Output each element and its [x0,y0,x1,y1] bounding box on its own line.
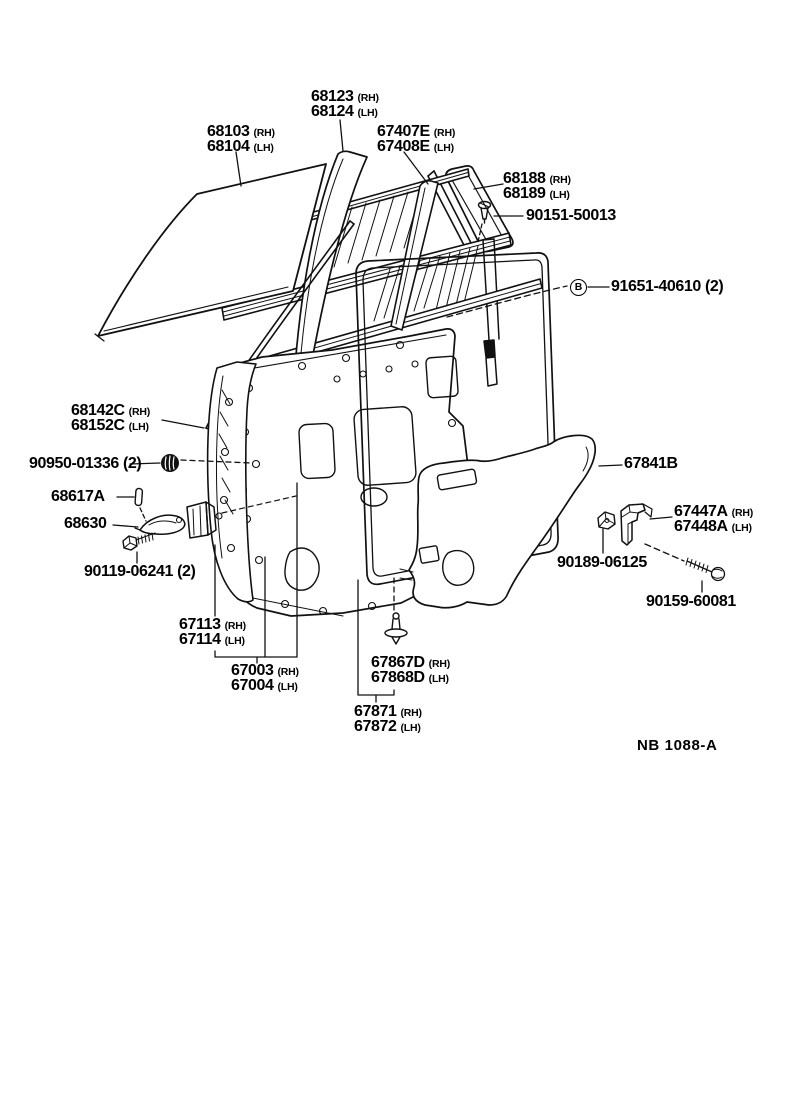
part-label-90119-06241: 90119-06241 (2) [84,563,196,580]
part-label-67407E: 67407E (RH) 67408E (LH) [377,123,456,155]
door-glass [95,164,326,341]
part-label-90189-06125: 90189-06125 [557,554,647,571]
pin-68617 [135,488,143,505]
part-label-67871: 67871 (RH) 67872 (LH) [354,703,422,735]
callout-b-badge: B [570,279,587,296]
part-label-68630: 68630 [64,515,107,532]
figure-code: NB 1088-A [637,737,718,754]
part-label-68103: 68103 (RH) 68104 (LH) [207,123,275,155]
part-label-90159-60081: 90159-60081 [646,593,736,610]
bracket-67447 [621,504,652,545]
part-label-90151-50013: 90151-50013 [526,207,616,224]
rear-run-channel [483,239,499,386]
nut-90189 [598,512,615,529]
part-label-67447A: 67447A (RH) 67448A (LH) [674,503,754,535]
part-label-67003: 67003 (RH) 67004 (LH) [231,662,299,694]
part-label-68188: 68188 (RH) 68189 (LH) [503,170,571,202]
part-label-68123: 68123 (RH) 68124 (LH) [311,88,379,120]
bolt-90119 [123,533,155,550]
part-label-68617A: 68617A [51,488,105,505]
grommet-90950 [162,455,179,472]
part-label-67841B: 67841B [624,455,678,472]
part-label-67867D: 67867D (RH) 67868D (LH) [371,654,451,686]
part-label-90950-01336: 90950-01336 (2) [29,455,142,472]
part-label-91651-40610: 91651-40610 (2) [611,278,724,295]
part-label-68142C: 68142C (RH) 68152C (LH) [71,402,151,434]
clip-67867 [385,613,407,644]
part-label-67113: 67113 (RH) 67114 (LH) [179,616,246,648]
screw-90159 [686,558,725,581]
